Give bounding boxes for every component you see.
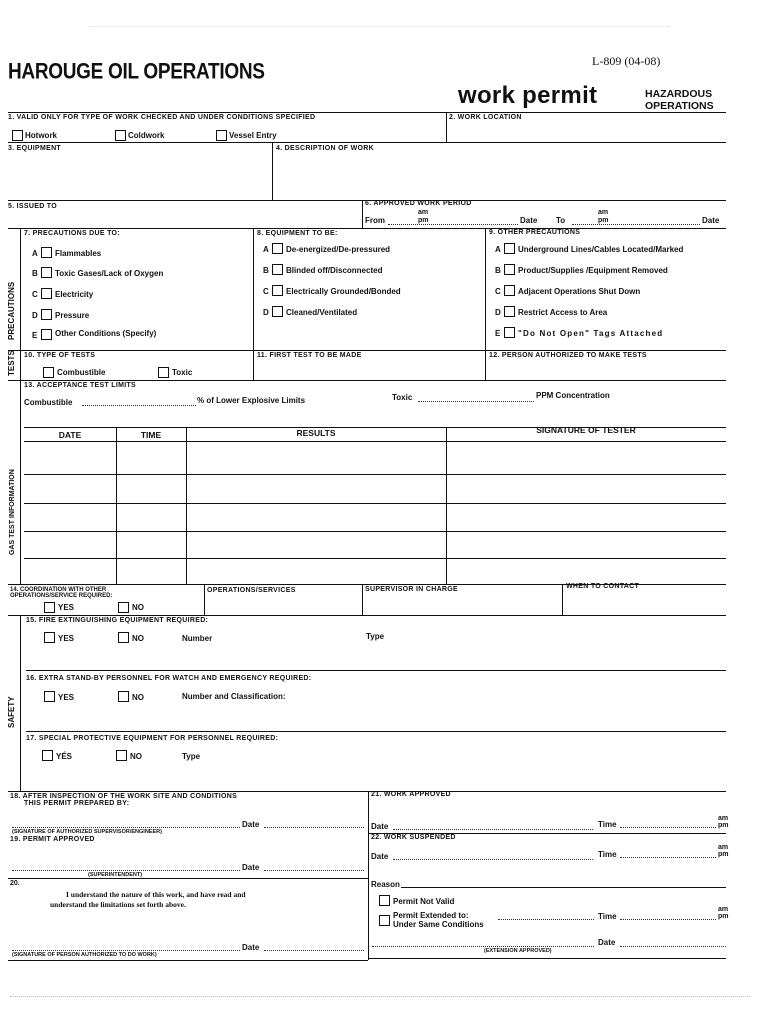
toxic-limit-label: Toxic [392,393,413,402]
standby-number-label: Number and Classification: [182,692,286,701]
s9-tags-label: "Do Not Open" Tags Attached [518,329,664,338]
fire-yes-label: YES [58,634,75,643]
s22-date-label: Date [371,852,389,861]
coldwork-checkbox[interactable] [115,130,126,141]
s9-letter-b: B [495,266,501,275]
combustible-limit-label: Combustible [24,398,73,407]
coldwork-label: Coldwork [128,131,165,140]
s9-letter-a: A [495,245,501,254]
s7-letter-a: A [32,249,38,258]
section-10-label: 10. TYPE OF TESTS [24,352,96,359]
combustible-test-checkbox[interactable] [43,367,54,378]
s9-adjacent-checkbox[interactable] [504,285,515,296]
fire-type-label: Type [366,632,385,641]
section-8-label: 8. EQUIPMENT TO BE: [257,230,338,237]
s8-cleaned-label: Cleaned/Ventilated [286,308,358,317]
standby-no-checkbox[interactable] [118,691,129,702]
s20-signature-caption: (SIGNATURE OF PERSON AUTHORIZED TO DO WORK) [12,952,157,958]
from-pm: pm [418,217,429,224]
tests-side-label: TESTS [7,350,16,376]
to-am: am [598,209,609,216]
section-11-label: 11. FIRST TEST TO BE MADE [257,352,362,359]
permit-extended-label: Permit Extended to: [393,911,469,920]
s9-letter-c: C [495,287,501,296]
s9-underground-label: Underground Lines/Cables Located/Marked [518,245,684,254]
to-pm: pm [598,217,609,224]
table-header-time: TIME [140,430,162,440]
s22-ext-time-label: Time [598,912,617,921]
s20-statement-line1: I understand the nature of this work, and have read and [66,890,246,899]
s7-other-checkbox[interactable] [41,329,52,340]
section-7-label: 7. PRECAUTIONS DUE TO: [24,230,120,237]
s21-date-label: Date [371,822,389,831]
s8-blinded-label: Blinded off/Disconnected [286,266,383,275]
to-date-label: Date [702,216,720,225]
standby-yes-checkbox[interactable] [44,691,55,702]
when-to-contact-label: WHEN TO CONTACT [566,583,640,590]
s9-product-label: Product/Supplies /Equipment Removed [518,266,668,275]
fire-number-label: Number [182,634,213,643]
s21-time-label: Time [598,820,617,829]
s9-underground-checkbox[interactable] [504,243,515,254]
operations-services-label: OPERATIONS/SERVICES [207,587,296,594]
ppe-yes-label: YÉS [56,752,73,761]
s9-product-checkbox[interactable] [504,264,515,275]
section-5-label: 5. ISSUED TO [8,203,57,210]
supervisor-in-charge-label: SUPERVISOR IN CHARGE [365,586,458,593]
section-1-label: 1. VALID ONLY FOR TYPE OF WORK CHECKED AND UNDER CONDITIONS SPECIFIED [8,114,316,121]
form-number: L-809 (04-08) [592,54,661,68]
fire-yes-checkbox[interactable] [44,632,55,643]
ppe-yes-checkbox[interactable] [42,750,53,761]
s21-ampm: am pm [718,815,729,829]
permit-not-valid-checkbox[interactable] [379,895,390,906]
combustible-test-label: Combustible [57,368,106,377]
section-19-label: 19. PERMIT APPROVED [10,836,95,843]
hotwork-checkbox[interactable] [12,130,23,141]
s8-letter-a: A [263,245,269,254]
s7-flammables-checkbox[interactable] [41,247,52,258]
s18-date-label: Date [242,820,260,829]
section-6-label: 6. APPROVED WORK PERIOD [365,200,472,207]
s19-signature-caption: (SUPERINTENDENT) [88,872,143,878]
s7-other-label: Other Conditions (Specify) [55,329,157,338]
section-15-label: 15. FIRE EXTINGUISHING EQUIPMENT REQUIRED: [26,617,209,624]
s8-letter-d: D [263,308,269,317]
section-16-label: 16. EXTRA STAND-BY PERSONNEL FOR WATCH AND EMERGENCY REQUIRED: [26,675,312,682]
s20-date-label: Date [242,943,260,952]
section-18-label-2: THIS PERMIT PREPARED BY: [24,800,130,807]
coord-yes-checkbox[interactable] [44,602,55,613]
standby-no-label: NO [132,693,144,702]
precautions-side-label: PRECAUTIONS [7,281,16,340]
s8-blinded-checkbox[interactable] [272,264,283,275]
s7-electricity-label: Electricity [55,290,94,299]
section-14-label: 14. COORDINATION WITH OTHER OPERATIONS/SERVICE REQUIRED: [10,587,113,599]
section-3-label: 3. EQUIPMENT [8,145,61,152]
s8-deenergized-checkbox[interactable] [272,243,283,254]
s9-letter-d: D [495,308,501,317]
section-20-label: 20. [10,880,20,887]
coord-no-checkbox[interactable] [118,602,129,613]
from-label: From [365,216,385,225]
section-18-label: 18. AFTER INSPECTION OF THE WORK SITE AND CONDITIONS [10,793,238,800]
s7-electricity-checkbox[interactable] [41,288,52,299]
ppm-label: PPM Concentration [536,391,610,400]
s22-reason-label: Reason [371,880,400,889]
safety-side-label: SAFETY [7,696,16,728]
s8-letter-c: C [263,287,269,296]
s7-letter-c: C [32,290,38,299]
s9-tags-checkbox[interactable] [504,327,515,338]
coord-yes-label: YES [58,603,75,612]
section-21-label: 21. WORK APPROVED [371,791,451,798]
lel-label: % of Lower Explosive Limits [197,396,306,405]
s7-toxic-checkbox[interactable] [41,267,52,278]
company-name: HAROUGE OIL OPERATIONS [8,60,265,85]
ppe-no-checkbox[interactable] [116,750,127,761]
table-header-date: DATE [58,430,82,440]
section-17-label: 17. SPECIAL PROTECTIVE EQUIPMENT FOR PERSONNEL REQUIRED: [26,735,279,742]
s20-statement-line2: understand the limitations set forth above. [50,900,186,909]
s7-letter-b: B [32,269,38,278]
s7-flammables-label: Flammables [55,249,102,258]
from-am: am [418,209,429,216]
permit-not-valid-label: Permit Not Valid [393,897,455,906]
vessel-entry-checkbox[interactable] [216,130,227,141]
s8-grounded-label: Electrically Grounded/Bonded [286,287,401,296]
s8-letter-b: B [263,266,269,275]
s9-restrict-checkbox[interactable] [504,306,515,317]
s9-adjacent-label: Adjacent Operations Shut Down [518,287,641,296]
hotwork-label: Hotwork [25,131,57,140]
s22-time-label: Time [598,850,617,859]
gas-test-side-label: GAS TEST INFORMATION [9,469,16,555]
table-header-signature: SIGNATURE OF TESTER [536,425,636,435]
s18-signature-caption: (SIGNATURE OF AUTHORIZED SUPERVISOR/ENGINEER) [12,829,162,835]
s7-letter-d: D [32,311,38,320]
section-4-label: 4. DESCRIPTION OF WORK [276,145,374,152]
table-header-results: RESULTS [296,428,336,438]
form-title: work permit [458,82,598,109]
hazardous-label: HAZARDOUS [645,88,713,100]
s7-toxic-label: Toxic Gases/Lack of Oxygen [55,269,164,278]
s8-cleaned-checkbox[interactable] [272,306,283,317]
to-label: To [556,216,566,225]
fire-no-label: NO [132,634,144,643]
same-conditions-label: Under Same Conditions [393,920,484,929]
toxic-test-label: Toxic [172,368,193,377]
s8-deenergized-label: De-energized/De-pressured [286,245,391,254]
from-date-label: Date [520,216,538,225]
ppe-no-label: NO [130,752,142,761]
section-2-label: 2. WORK LOCATION [449,114,522,121]
s7-pressure-checkbox[interactable] [41,309,52,320]
vessel-entry-label: Vessel Entry [229,131,277,140]
toxic-test-checkbox[interactable] [158,367,169,378]
s7-pressure-label: Pressure [55,311,90,320]
section-13-label: 13. ACCEPTANCE TEST LIMITS [24,382,137,389]
extension-approved-caption: (EXTENSION APPROVED) [484,948,552,954]
fire-no-checkbox[interactable] [118,632,129,643]
section-9-label: 9. OTHER PRECAUTIONS [489,229,581,236]
s9-restrict-label: Restrict Access to Area [518,308,608,317]
s8-grounded-checkbox[interactable] [272,285,283,296]
ppe-type-label: Type [182,752,201,761]
s9-letter-e: E [495,329,501,338]
s22-ampm: am pm [718,844,729,858]
section-12-label: 12. PERSON AUTHORIZED TO MAKE TESTS [489,352,647,359]
s7-letter-e: E [32,331,38,340]
s22-ext-ampm: am pm [718,906,729,920]
standby-yes-label: YES [58,693,75,702]
section-22-label: 22. WORK SUSPENDED [371,834,456,841]
s19-date-label: Date [242,863,260,872]
operations-label: OPERATIONS [645,100,714,112]
coord-no-label: NO [132,603,144,612]
s22-ext-date-label: Date [598,938,616,947]
permit-extended-checkbox[interactable] [379,915,390,926]
